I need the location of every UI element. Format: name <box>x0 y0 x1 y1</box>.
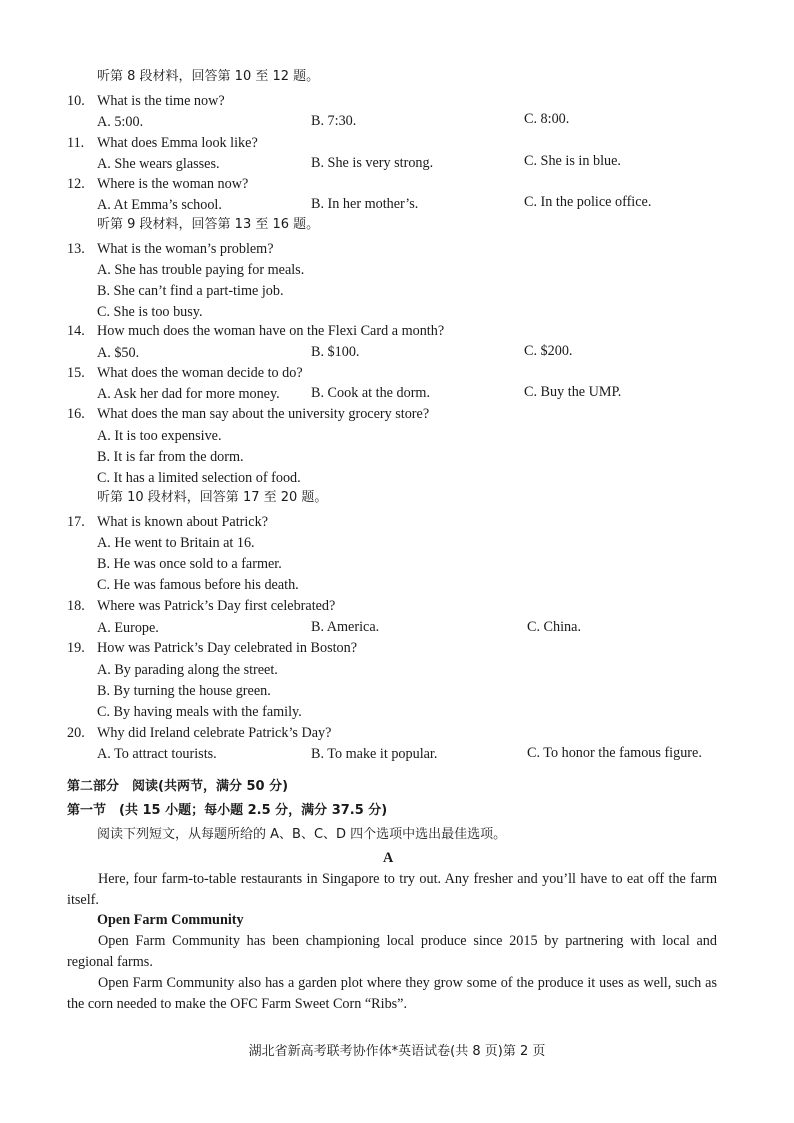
option-a: A. $50. <box>97 345 140 361</box>
passage-paragraph-text: Open Farm Community also has a garden plot where they grow some of the produce it uses as well, such as the corn needed to make the OFC Farm Sweet Corn “Ribs”. <box>67 975 717 1012</box>
option-c: C. She is too busy. <box>97 304 203 320</box>
option-b: B. To make it popular. <box>311 746 438 762</box>
option-a: A. Europe. <box>97 620 159 636</box>
question-text: Where is the woman now? <box>97 176 249 192</box>
instruction: 阅读下列短文，从每题所给的 A、B、C、D 四个选项中选出最佳选项。 <box>97 827 507 842</box>
option-b: B. $100. <box>311 344 360 360</box>
option-b: B. Cook at the dorm. <box>311 385 431 401</box>
passage-label: A <box>383 850 394 866</box>
option-c: C. In the police office. <box>524 194 652 210</box>
question-text: How was Patrick’s Day celebrated in Boston? <box>97 640 358 656</box>
question-text: What does Emma look like? <box>97 135 258 151</box>
option-b: B. By turning the house green. <box>97 683 271 699</box>
question-number: 19. <box>67 640 85 656</box>
option-c: C. China. <box>527 619 581 635</box>
option-a: A. By parading along the street. <box>97 662 278 678</box>
question-number: 10. <box>67 93 85 109</box>
option-c: C. He was famous before his death. <box>97 577 299 593</box>
question-text: What does the woman decide to do? <box>97 365 303 381</box>
option-b: B. She can’t find a part-time job. <box>97 283 284 299</box>
question-number: 15. <box>67 365 85 381</box>
option-c: C. By having meals with the family. <box>97 704 302 720</box>
passage-subheading: Open Farm Community <box>97 912 244 928</box>
question-text: What is known about Patrick? <box>97 514 268 530</box>
passage-paragraph <box>67 931 717 973</box>
question-number: 20. <box>67 725 85 741</box>
passage-paragraph <box>67 973 717 1015</box>
option-a: A. To attract tourists. <box>97 746 217 762</box>
part-heading: 第二部分 阅读(共两节，满分 50 分) <box>67 779 289 794</box>
option-c: C. She is in blue. <box>524 153 621 169</box>
question-text: What is the woman’s problem? <box>97 241 274 257</box>
option-a: A. 5:00. <box>97 114 144 130</box>
option-a: A. He went to Britain at 16. <box>97 535 255 551</box>
question-number: 17. <box>67 514 85 530</box>
section-heading-9: 听第 9 段材料，回答第 13 至 16 题。 <box>97 217 320 232</box>
question-number: 16. <box>67 406 85 422</box>
option-b: B. It is far from the dorm. <box>97 449 244 465</box>
passage-intro-text: Here, four farm-to-table restaurants in Singapore to try out. Any fresher and you’ll have to eat off the farm itself. <box>67 871 717 908</box>
question-number: 13. <box>67 241 85 257</box>
option-c: C. 8:00. <box>524 111 570 127</box>
option-c: C. To honor the famous figure. <box>527 745 702 761</box>
question-text: Where was Patrick’s Day first celebrated? <box>97 598 336 614</box>
section-heading-8: 听第 8 段材料，回答第 10 至 12 题。 <box>97 69 320 84</box>
option-c: C. It has a limited selection of food. <box>97 470 301 486</box>
option-b: B. America. <box>311 619 380 635</box>
question-text: What does the man say about the university grocery store? <box>97 406 430 422</box>
question-text: What is the time now? <box>97 93 225 109</box>
option-a: A. It is too expensive. <box>97 428 222 444</box>
question-number: 18. <box>67 598 85 614</box>
question-number: 11. <box>67 135 85 151</box>
option-b: B. He was once sold to a farmer. <box>97 556 282 572</box>
option-a: A. Ask her dad for more money. <box>97 386 280 402</box>
option-c: C. Buy the UMP. <box>524 384 622 400</box>
option-b: B. She is very strong. <box>311 155 434 171</box>
passage-intro <box>67 869 717 911</box>
option-a: A. At Emma’s school. <box>97 197 222 213</box>
passage-paragraph-text: Open Farm Community has been championing local produce since 2015 by partnering with local and regional farms. <box>67 933 717 970</box>
question-number: 12. <box>67 176 85 192</box>
section-heading: 第一节 (共 15 小题；每小题 2.5 分，满分 37.5 分) <box>67 803 388 818</box>
section-heading-10: 听第 10 段材料，回答第 17 至 20 题。 <box>97 490 328 505</box>
option-b: B. 7:30. <box>311 113 357 129</box>
option-b: B. In her mother’s. <box>311 196 419 212</box>
option-a: A. She wears glasses. <box>97 156 220 172</box>
question-text: Why did Ireland celebrate Patrick’s Day? <box>97 725 332 741</box>
option-a: A. She has trouble paying for meals. <box>97 262 305 278</box>
question-number: 14. <box>67 323 85 339</box>
page-footer: 湖北省新高考联考协作体*英语试卷(共 8 页)第 2 页 <box>248 1044 546 1059</box>
question-text: How much does the woman have on the Flexi Card a month? <box>97 323 445 339</box>
option-c: C. $200. <box>524 343 573 359</box>
